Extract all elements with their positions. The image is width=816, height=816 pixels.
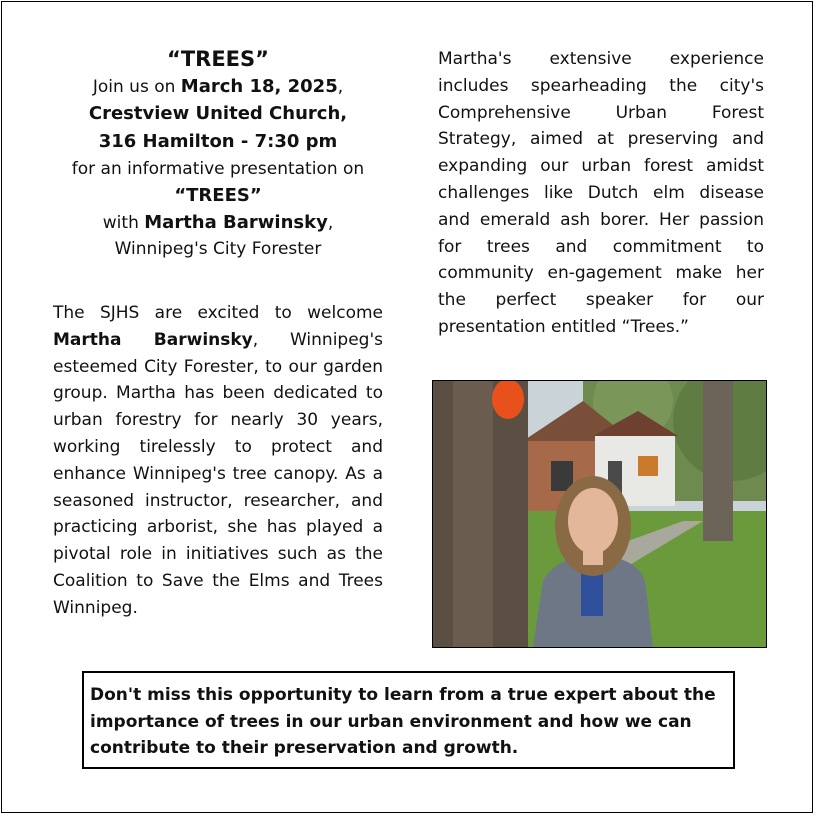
intro-body: , Winnipeg's esteemed City Forester, to our garden group. Martha has been dedicated to urban forestry for nearly 30 years, working tirelessly to protect and enhance Winnipeg's tree canopy. As a seasoned instructor, researcher, and practicing arborist, she has played a pivotal role in initiatives such as the Coalition to Save the Elms and Trees Winnipeg. xyxy=(53,329,383,618)
with-prefix: with xyxy=(102,213,145,233)
intro-speaker-name: Martha Barwinsky xyxy=(53,329,253,350)
experience-paragraph: Martha's extensive experience includes spearheading the city's Comprehensive Urban Forest Strategy, aimed at preserving and expanding our urban forest amidst challenges like Dutch elm disease and emerald ash borer. Her passion for trees and commitment to community en-gagement make her the perfect speaker for our presentation entitled “Trees.” xyxy=(438,49,764,337)
event-date-line xyxy=(60,74,376,100)
speaker-suffix: , xyxy=(327,213,334,233)
event-topic: “TREES” xyxy=(174,185,262,206)
speaker-line xyxy=(60,210,376,236)
event-date: March 18, 2025 xyxy=(180,76,338,97)
join-prefix: Join us on xyxy=(92,77,181,97)
speaker-photo-illustration xyxy=(433,381,766,647)
presentation-line: for an informative presentation on xyxy=(71,159,365,179)
call-to-action-box xyxy=(82,671,735,769)
event-title: “TREES” xyxy=(167,47,269,71)
event-header xyxy=(60,44,376,262)
event-address-time: 316 Hamilton - 7:30 pm xyxy=(98,131,338,152)
speaker-name: Martha Barwinsky xyxy=(144,212,328,233)
speaker-photo xyxy=(432,380,767,648)
speaker-title: Winnipeg's City Forester xyxy=(114,239,322,259)
date-suffix: , xyxy=(337,77,344,97)
intro-text: The SJHS are excited to welcome xyxy=(53,303,383,323)
event-venue: Crestview United Church, xyxy=(88,103,348,124)
call-to-action-text: Don't miss this opportunity to learn from a true expert about the importance of trees in our urban environment and how we can contribute to their preservation and growth. xyxy=(90,685,716,758)
intro-paragraph xyxy=(53,300,383,622)
